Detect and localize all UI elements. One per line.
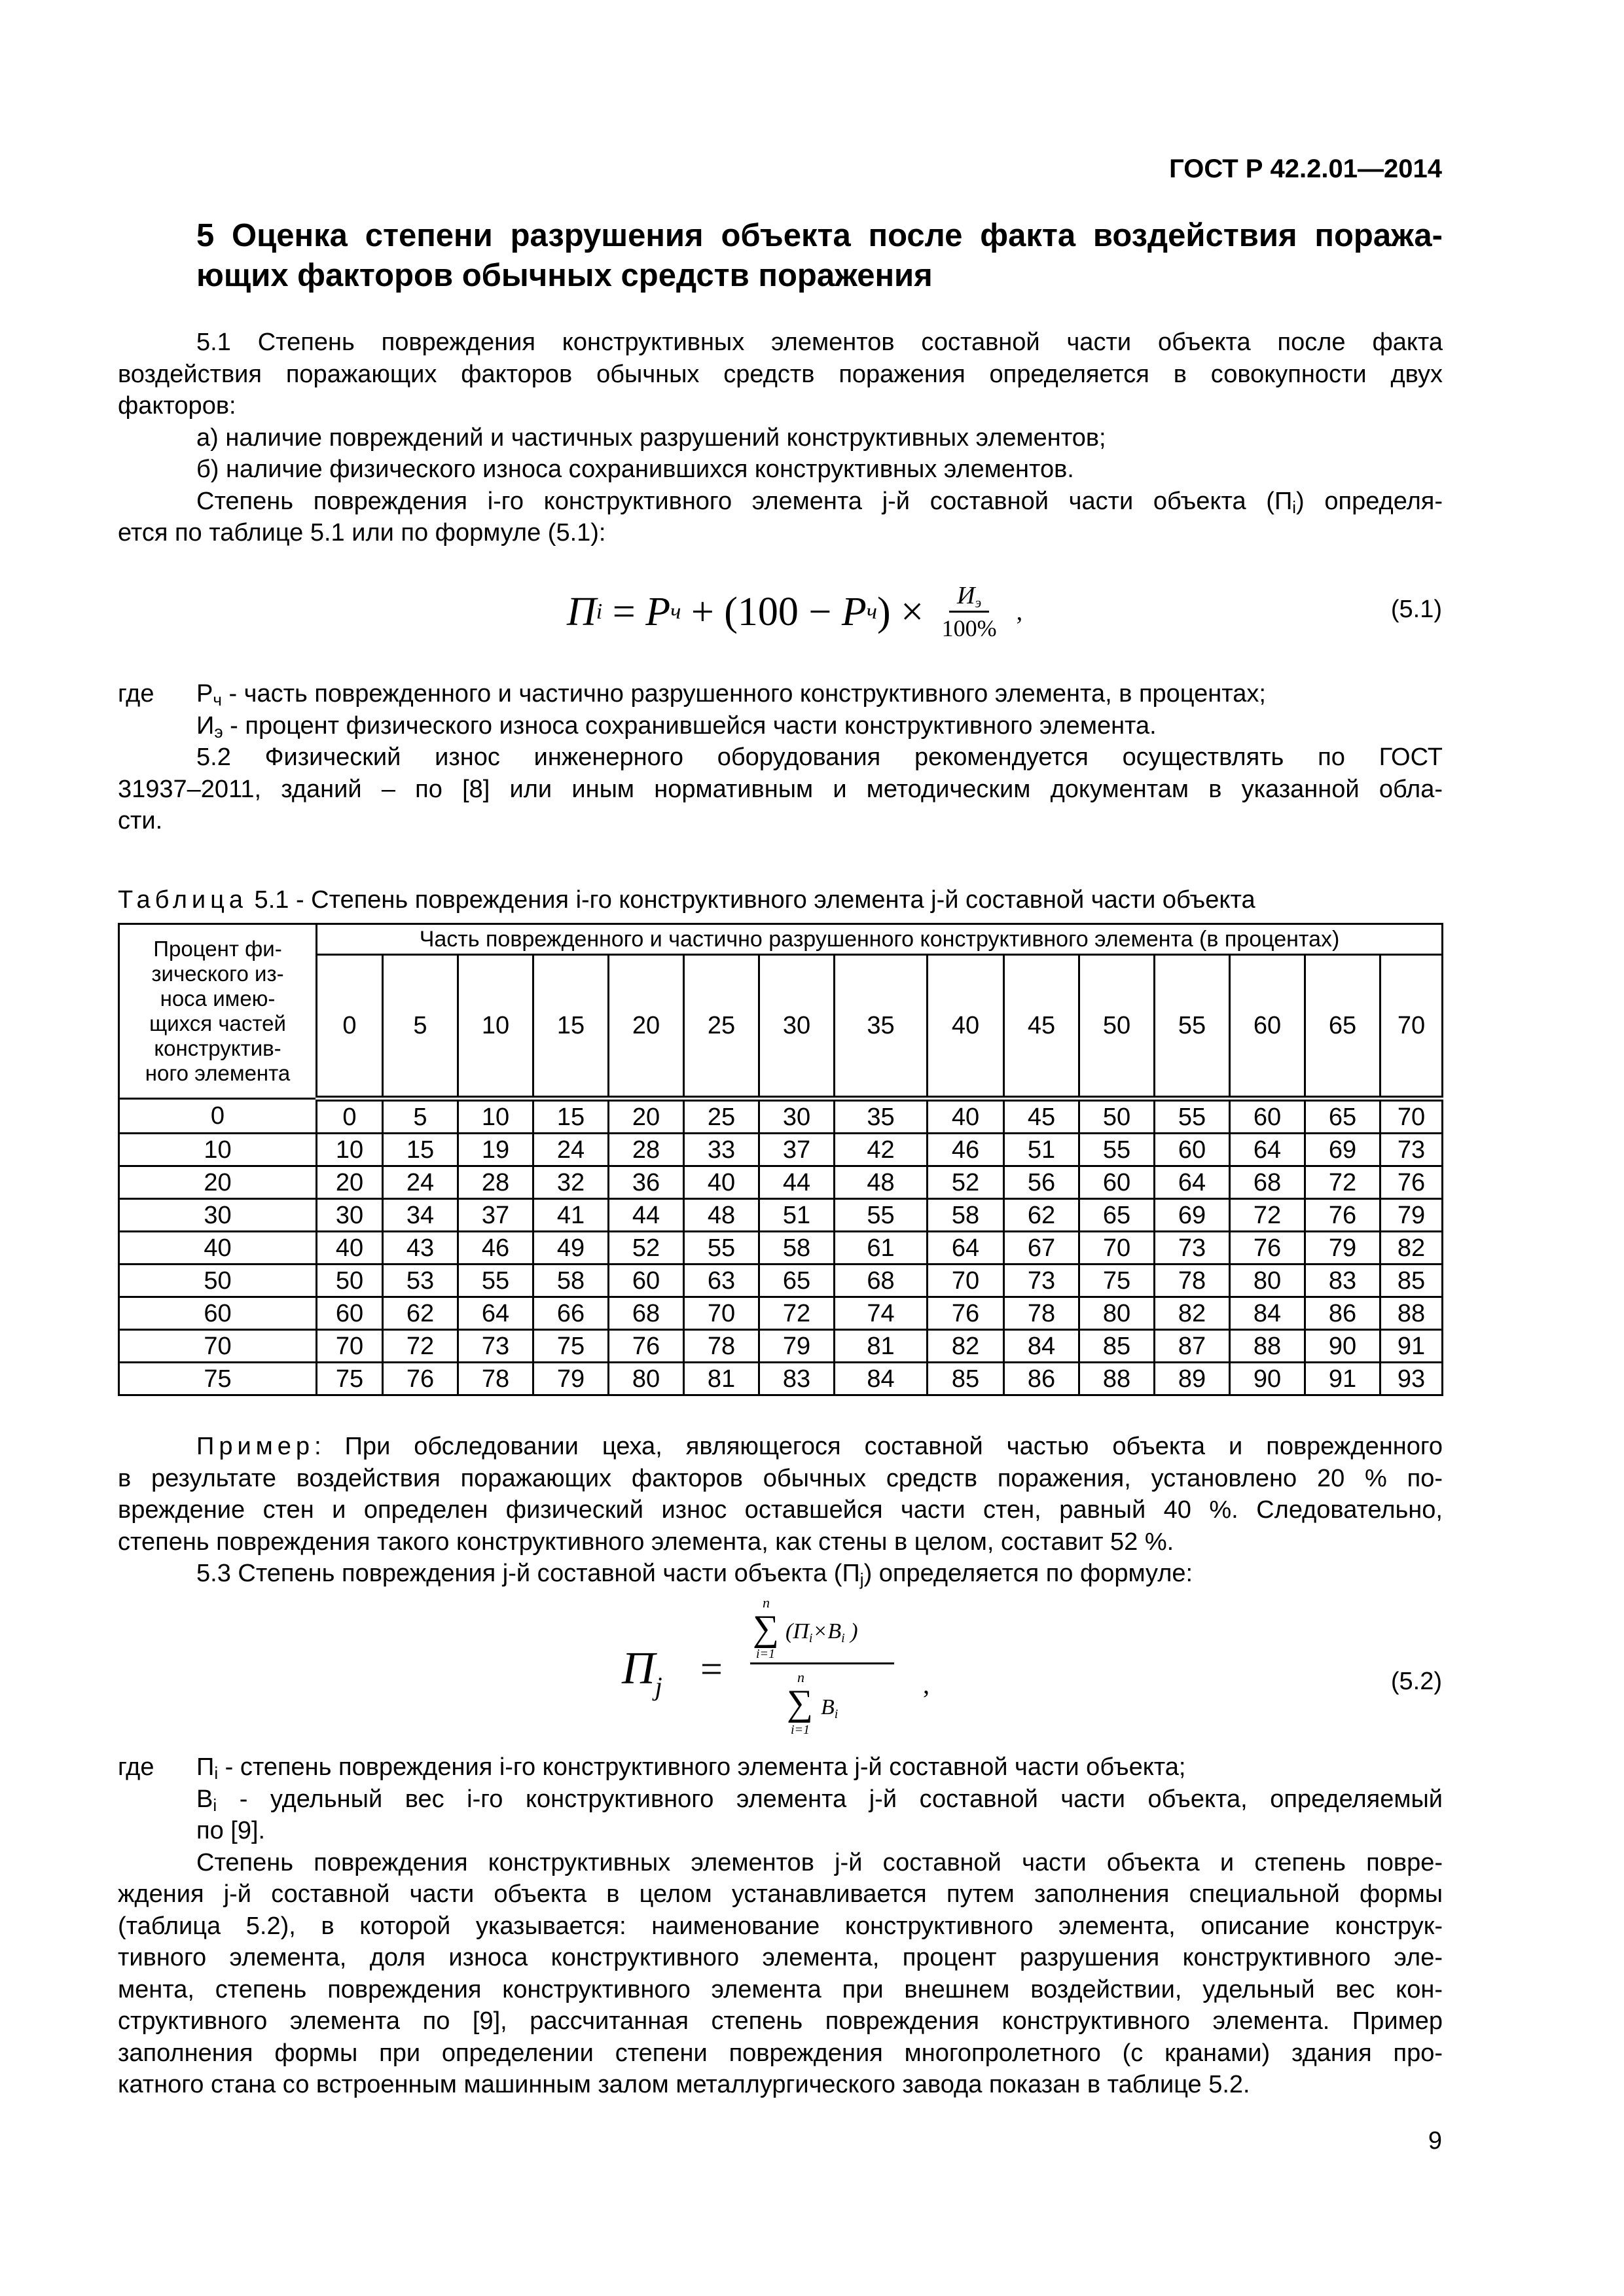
table-header-row <box>119 955 1443 1099</box>
damage-table <box>118 923 1443 1396</box>
formula-symbol: П <box>567 589 596 634</box>
formula-lhs <box>622 1643 662 1701</box>
formula-subscript: i <box>596 600 603 624</box>
where-item <box>118 710 1443 742</box>
text: - часть поврежденного и частично разрушенного конструктивного элемента, в процентах; <box>221 680 1266 708</box>
formula-symbol: P <box>645 589 671 634</box>
text-line: структивного элемента по [9], рассчитанная степень повреждения конструктивного элемента. Пример <box>118 2007 1443 2035</box>
text-line: ется по таблице 5.1 или по формуле (5.1): <box>118 519 606 547</box>
table-cell: 72 <box>1305 1166 1380 1199</box>
text: B <box>821 1695 835 1719</box>
table-cell: 82 <box>1155 1297 1230 1330</box>
column-header: 15 <box>533 955 609 1099</box>
table-cell: 72 <box>383 1330 458 1363</box>
formula-subscript: ч <box>670 600 681 624</box>
table-cell: 55 <box>1155 1099 1230 1134</box>
table-cell: 72 <box>1230 1199 1305 1232</box>
table-cell: 76 <box>1380 1166 1443 1199</box>
text-line <box>118 1751 1443 1784</box>
column-header: 60 <box>1230 955 1305 1099</box>
text: Степень повреждения i-го конструктивного элемента j-й составной части объекта (П <box>196 487 1293 515</box>
table-cell: 60 <box>1155 1134 1230 1166</box>
table-cell: 52 <box>928 1166 1004 1199</box>
formula-operator: ) × <box>877 589 934 634</box>
text: ×B <box>812 1619 842 1643</box>
text-line: сти. <box>118 807 163 834</box>
column-header: 5 <box>383 955 458 1099</box>
example-paragraph <box>118 1431 1443 1590</box>
table-cell: 80 <box>1230 1265 1305 1297</box>
subscript: э <box>214 721 223 742</box>
table-cell: 46 <box>928 1134 1004 1166</box>
text-line: степень повреждения такого конструктивного элемента, как стены в целом, составит 52 %. <box>118 1528 1174 1556</box>
table-cell: 35 <box>835 1099 928 1134</box>
table-cell: 78 <box>1004 1297 1079 1330</box>
text-line <box>118 1558 1443 1590</box>
table-cell: 89 <box>1155 1363 1230 1395</box>
table-cell: 87 <box>1155 1330 1230 1363</box>
table-cell: 70 <box>317 1330 383 1363</box>
table-cell: 19 <box>458 1134 533 1166</box>
table-cell: 37 <box>458 1199 533 1232</box>
table-cell: 41 <box>533 1199 609 1232</box>
table-cell: 63 <box>684 1265 759 1297</box>
table-cell: 73 <box>1155 1232 1230 1265</box>
table-cell: 65 <box>759 1265 835 1297</box>
table-cell: 45 <box>1004 1099 1079 1134</box>
table-cell: 76 <box>609 1330 684 1363</box>
table-cell: 70 <box>1079 1232 1155 1265</box>
table-cell: 15 <box>383 1134 458 1166</box>
table-cell: 73 <box>1004 1265 1079 1297</box>
section-title-line: ющих факторов обычных средств поражения <box>196 258 933 293</box>
fraction-bar <box>750 1662 894 1664</box>
table-cell: 74 <box>835 1297 928 1330</box>
subscript: i <box>1292 497 1297 517</box>
text-line: по [9]. <box>196 1817 266 1844</box>
table-cell: 83 <box>759 1363 835 1395</box>
table-cell: 51 <box>1004 1134 1079 1166</box>
where-label: где <box>118 1753 154 1781</box>
table-cell: 58 <box>759 1232 835 1265</box>
text-line: мента, степень повреждения конструктивного элемента при внешнем воздействии, удельный вес кон- <box>118 1975 1443 2003</box>
table-cell: 28 <box>609 1134 684 1166</box>
table-row <box>119 1265 1443 1297</box>
text-line: заполнения формы при определении степени повреждения многопролетного (с кранами) здания про- <box>118 2039 1443 2067</box>
table-header-row <box>119 924 1443 955</box>
table-cell: 79 <box>533 1363 609 1395</box>
table-cell: 72 <box>759 1297 835 1330</box>
table-cell: 76 <box>1230 1232 1305 1265</box>
formula-subscript: j <box>655 1672 662 1701</box>
subscript: j <box>859 1570 864 1589</box>
table-cell: 90 <box>1230 1363 1305 1395</box>
text-line <box>118 678 1443 710</box>
row-label-cell: 10 <box>119 1134 317 1166</box>
formula-symbol: И <box>957 581 975 609</box>
text: ) определяется по формуле: <box>863 1560 1193 1587</box>
text-line: Степень повреждения конструктивных элементов j-й составной части объекта и степень повре- <box>196 1848 1443 1876</box>
table-cell: 79 <box>1305 1232 1380 1265</box>
column-header: 20 <box>609 955 684 1099</box>
table-cell: 88 <box>1079 1363 1155 1395</box>
row-label-cell: 0 <box>119 1099 317 1134</box>
table-cell: 20 <box>609 1099 684 1134</box>
table-cell: 61 <box>835 1232 928 1265</box>
table-cell: 55 <box>458 1265 533 1297</box>
formula-fraction <box>942 582 997 643</box>
table-cell: 58 <box>533 1265 609 1297</box>
where-item <box>118 1751 1443 1784</box>
equation-number: (5.2) <box>1390 1668 1442 1695</box>
formula-comma: , <box>923 1670 929 1699</box>
text-line: 31937–2011, зданий – по [8] или иным нормативным и методическим документам в указанной обла- <box>118 775 1443 803</box>
table-cell: 82 <box>1380 1232 1443 1265</box>
paragraph-5-1 <box>118 327 1443 549</box>
formula-5-1 <box>567 576 1022 648</box>
table-cell: 86 <box>1004 1363 1079 1395</box>
table-cell: 78 <box>458 1363 533 1395</box>
table-cell: 32 <box>533 1166 609 1199</box>
table-cell: 49 <box>533 1232 609 1265</box>
fraction-denominator: 100% <box>941 615 997 641</box>
table-cell: 40 <box>317 1232 383 1265</box>
text-line: вреждение стен и определен физический износ оставшейся части стен, равный 40 %. Следовательно, <box>118 1496 1443 1524</box>
table-cell: 36 <box>609 1166 684 1199</box>
table-cell: 79 <box>759 1330 835 1363</box>
text-line: (таблица 5.2), в которой указывается: наименование конструктивного элемента, описание конструк- <box>118 1912 1443 1940</box>
table-cell: 55 <box>684 1232 759 1265</box>
table-row <box>119 1297 1443 1330</box>
text: ) определя- <box>1296 487 1443 515</box>
table-cell: 81 <box>835 1330 928 1363</box>
table-cell: 75 <box>1079 1265 1155 1297</box>
sum-lower-limit: i=1 <box>791 1723 810 1737</box>
table-cell: 75 <box>533 1330 609 1363</box>
table-cell: 58 <box>928 1199 1004 1232</box>
sum-upper-limit: n <box>797 1669 804 1685</box>
where-block-2 <box>118 1751 1443 2101</box>
row-label-cell: 60 <box>119 1297 317 1330</box>
column-header: 0 <box>317 955 383 1099</box>
column-header: 45 <box>1004 955 1079 1099</box>
table-cell: 80 <box>1079 1297 1155 1330</box>
text-line <box>118 1784 1443 1816</box>
table-cell: 51 <box>759 1199 835 1232</box>
table-cell: 44 <box>609 1199 684 1232</box>
row-label-cell: 40 <box>119 1232 317 1265</box>
row-header-cell <box>119 924 317 1099</box>
denominator-expression <box>821 1695 838 1720</box>
table-cell: 68 <box>609 1297 684 1330</box>
table-row <box>119 1134 1443 1166</box>
row-header-line: зического из- <box>151 961 284 986</box>
text: 5.3 Степень повреждения j-й составной части объекта (П <box>196 1560 860 1587</box>
table-cell: 30 <box>759 1099 835 1134</box>
table-cell: 56 <box>1004 1166 1079 1199</box>
row-header-line: носа имею- <box>160 986 276 1011</box>
table-cell: 60 <box>1079 1166 1155 1199</box>
text: - удельный вес i-го конструктивного элемента j-й составной части объекта, определяемый <box>217 1785 1443 1813</box>
table-cell: 33 <box>684 1134 759 1166</box>
table-cell: 69 <box>1305 1134 1380 1166</box>
table-cell: 70 <box>1380 1099 1443 1134</box>
table-cell: 40 <box>928 1099 1004 1134</box>
table-cell: 48 <box>835 1166 928 1199</box>
text-line: в результате воздействия поражающих факторов обычных средств поражения, установлено 20 % по- <box>118 1464 1443 1492</box>
text-line: ждения j-й составной части объекта в целом устанавливается путем заполнения специальной формы <box>118 1880 1443 1908</box>
row-header-line: Процент фи- <box>153 937 282 961</box>
text-line: 5.2 Физический износ инженерного оборудования рекомендуется осуществлять по ГОСТ <box>196 744 1443 771</box>
table-cell: 85 <box>1079 1330 1155 1363</box>
symbol: В <box>196 1785 213 1813</box>
column-header: 25 <box>684 955 759 1099</box>
formula-operator: = <box>602 589 646 634</box>
table-cell: 84 <box>1004 1330 1079 1363</box>
table-cell: 10 <box>458 1099 533 1134</box>
table-cell: 69 <box>1155 1199 1230 1232</box>
document-code: ГОСТ Р 42.2.01—2014 <box>1169 154 1442 183</box>
text-line: катного стана со встроенным машинным залом металлургического завода показан в таблице 5.2. <box>118 2071 1250 2098</box>
table-cell: 25 <box>684 1099 759 1134</box>
symbol: П <box>196 1753 215 1781</box>
formula-subscript: i <box>808 1631 813 1645</box>
table-cell: 64 <box>928 1232 1004 1265</box>
sum-sign: ∑ <box>787 1683 813 1723</box>
table-cell: 60 <box>609 1265 684 1297</box>
text: - процент физического износа сохранившейся части конструктивного элемента. <box>223 711 1157 740</box>
table-cell: 24 <box>383 1166 458 1199</box>
column-header: 50 <box>1079 955 1155 1099</box>
table-cell: 15 <box>533 1099 609 1134</box>
sum-sign: ∑ <box>753 1608 779 1649</box>
table-cell: 76 <box>928 1297 1004 1330</box>
text-line: воздействия поражающих факторов обычных средств поражения определяется в совокупности двух <box>118 360 1443 388</box>
sum-lower-limit: i=1 <box>756 1647 776 1661</box>
sum-upper-limit: n <box>763 1594 770 1611</box>
text-line: 5.1 Степень повреждения конструктивных элементов составной части объекта после факта <box>196 329 1443 356</box>
table-cell: 52 <box>609 1232 684 1265</box>
page-number: 9 <box>1428 2127 1442 2155</box>
column-header: 70 <box>1380 955 1443 1099</box>
row-label-cell: 50 <box>119 1265 317 1297</box>
row-header-line: щихся частей <box>149 1011 286 1035</box>
table-cell: 81 <box>684 1363 759 1395</box>
text-line <box>118 486 1443 518</box>
subscript: ч <box>213 690 222 709</box>
table-cell: 91 <box>1305 1363 1380 1395</box>
table-cell: 34 <box>383 1199 458 1232</box>
table-cell: 70 <box>684 1297 759 1330</box>
table-cell: 64 <box>1155 1166 1230 1199</box>
column-header: 10 <box>458 955 533 1099</box>
formula-subscript: ч <box>866 600 877 624</box>
table-row <box>119 1099 1443 1134</box>
where-label: где <box>118 680 154 708</box>
table-cell: 24 <box>533 1134 609 1166</box>
symbol: И <box>196 711 215 740</box>
table-cell: 86 <box>1305 1297 1380 1330</box>
column-group-header: Часть поврежденного и частично разрушенного конструктивного элемента (в процентах) <box>317 924 1443 955</box>
column-header: 65 <box>1305 955 1380 1099</box>
where-item <box>118 678 1443 710</box>
table-cell: 55 <box>835 1199 928 1232</box>
row-label-cell: 20 <box>119 1166 317 1199</box>
column-header: 40 <box>928 955 1004 1099</box>
table-cell: 76 <box>1305 1199 1380 1232</box>
where-item <box>118 1784 1443 1816</box>
equation-number: (5.1) <box>1390 596 1442 623</box>
table-cell: 62 <box>383 1297 458 1330</box>
table-row <box>119 1330 1443 1363</box>
section-title <box>196 216 1443 296</box>
text: ) <box>844 1619 858 1643</box>
table-cell: 65 <box>1079 1199 1155 1232</box>
formula-symbol: P <box>841 589 867 634</box>
list-item-b: б) наличие физического износа сохранившихся конструктивных элементов. <box>196 456 1074 483</box>
row-label-cell: 75 <box>119 1363 317 1395</box>
table-cell: 55 <box>1079 1134 1155 1166</box>
subscript: i <box>214 1763 219 1783</box>
table-cell: 68 <box>835 1265 928 1297</box>
table-caption-text: 5.1 - Степень повреждения i-го конструктивного элемента j-й составной части объекта <box>247 886 1255 914</box>
table-cell: 64 <box>458 1297 533 1330</box>
table-cell: 84 <box>835 1363 928 1395</box>
table-cell: 90 <box>1305 1330 1380 1363</box>
row-header-line: конструктив- <box>154 1036 281 1060</box>
table-cell: 44 <box>759 1166 835 1199</box>
table-cell: 30 <box>317 1199 383 1232</box>
table-row <box>119 1363 1443 1395</box>
table-row <box>119 1166 1443 1199</box>
table-row <box>119 1232 1443 1265</box>
table-cell: 80 <box>609 1363 684 1395</box>
table-cell: 78 <box>684 1330 759 1363</box>
table-cell: 53 <box>383 1265 458 1297</box>
text: : При обследовании цеха, являющегося составной частью объекта и поврежденного <box>314 1433 1443 1460</box>
formula-5-2 <box>622 1594 949 1754</box>
fraction-numerator <box>949 582 989 613</box>
table-cell: 93 <box>1380 1363 1443 1395</box>
table-caption <box>118 886 1255 914</box>
table-cell: 50 <box>1079 1099 1155 1134</box>
text-line <box>118 1431 1443 1463</box>
subscript: i <box>213 1795 217 1815</box>
table-cell: 85 <box>1380 1265 1443 1297</box>
table-cell: 73 <box>1380 1134 1443 1166</box>
table-cell: 40 <box>684 1166 759 1199</box>
column-header: 55 <box>1155 955 1230 1099</box>
row-header-line: ного элемента <box>145 1061 291 1085</box>
table-cell: 88 <box>1380 1297 1443 1330</box>
table-caption-label: Таблица <box>118 886 247 914</box>
table-cell: 70 <box>928 1265 1004 1297</box>
example-label: Пример <box>196 1433 315 1460</box>
formula-comma: , <box>1016 598 1023 626</box>
table-cell: 0 <box>317 1099 383 1134</box>
formula-operator: + (100 − <box>681 589 842 634</box>
table-cell: 20 <box>317 1166 383 1199</box>
formula-subscript: i <box>834 1707 839 1721</box>
text-line <box>118 710 1443 742</box>
where-block-1 <box>118 678 1443 837</box>
table-cell: 91 <box>1380 1330 1443 1363</box>
table-cell: 68 <box>1230 1166 1305 1199</box>
column-header: 35 <box>835 955 928 1099</box>
section-title-line: 5 Оценка степени разрушения объекта после факта воздействия поража- <box>196 218 1443 253</box>
numerator-expression <box>785 1619 858 1644</box>
formula-subscript: э <box>975 594 982 611</box>
table-cell: 66 <box>533 1297 609 1330</box>
table-cell: 64 <box>1230 1134 1305 1166</box>
table-cell: 82 <box>928 1330 1004 1363</box>
table-cell: 46 <box>458 1232 533 1265</box>
list-item-a: а) наличие повреждений и частичных разрушений конструктивных элементов; <box>196 423 1106 452</box>
row-label-cell: 70 <box>119 1330 317 1363</box>
table-row <box>119 1199 1443 1232</box>
table-cell: 85 <box>928 1363 1004 1395</box>
table-cell: 10 <box>317 1134 383 1166</box>
table-cell: 5 <box>383 1099 458 1134</box>
table-cell: 37 <box>759 1134 835 1166</box>
table-cell: 83 <box>1305 1265 1380 1297</box>
table-cell: 60 <box>317 1297 383 1330</box>
table-cell: 48 <box>684 1199 759 1232</box>
text: - степень повреждения i-го конструктивного элемента j-й составной части объекта; <box>218 1753 1186 1781</box>
symbol: Р <box>196 680 213 708</box>
table-cell: 43 <box>383 1232 458 1265</box>
table-cell: 62 <box>1004 1199 1079 1232</box>
table-cell: 65 <box>1305 1099 1380 1134</box>
table-cell: 60 <box>1230 1099 1305 1134</box>
column-header: 30 <box>759 955 835 1099</box>
table-cell: 84 <box>1230 1297 1305 1330</box>
table-cell: 73 <box>458 1330 533 1363</box>
row-label-cell: 30 <box>119 1199 317 1232</box>
table-cell: 78 <box>1155 1265 1230 1297</box>
text-line: тивного элемента, доля износа конструктивного элемента, процент разрушения конструктивного эле- <box>118 1944 1443 1971</box>
table-cell: 88 <box>1230 1330 1305 1363</box>
table-cell: 28 <box>458 1166 533 1199</box>
table-cell: 50 <box>317 1265 383 1297</box>
table-cell: 79 <box>1380 1199 1443 1232</box>
table-cell: 75 <box>317 1363 383 1395</box>
formula-symbol: П <box>622 1643 655 1694</box>
text: (П <box>785 1619 809 1643</box>
table-cell: 42 <box>835 1134 928 1166</box>
formula-operator: = <box>700 1647 723 1691</box>
formula-subscript: i <box>841 1631 845 1645</box>
table-cell: 76 <box>383 1363 458 1395</box>
table-cell: 67 <box>1004 1232 1079 1265</box>
text-line: факторов: <box>118 392 236 420</box>
